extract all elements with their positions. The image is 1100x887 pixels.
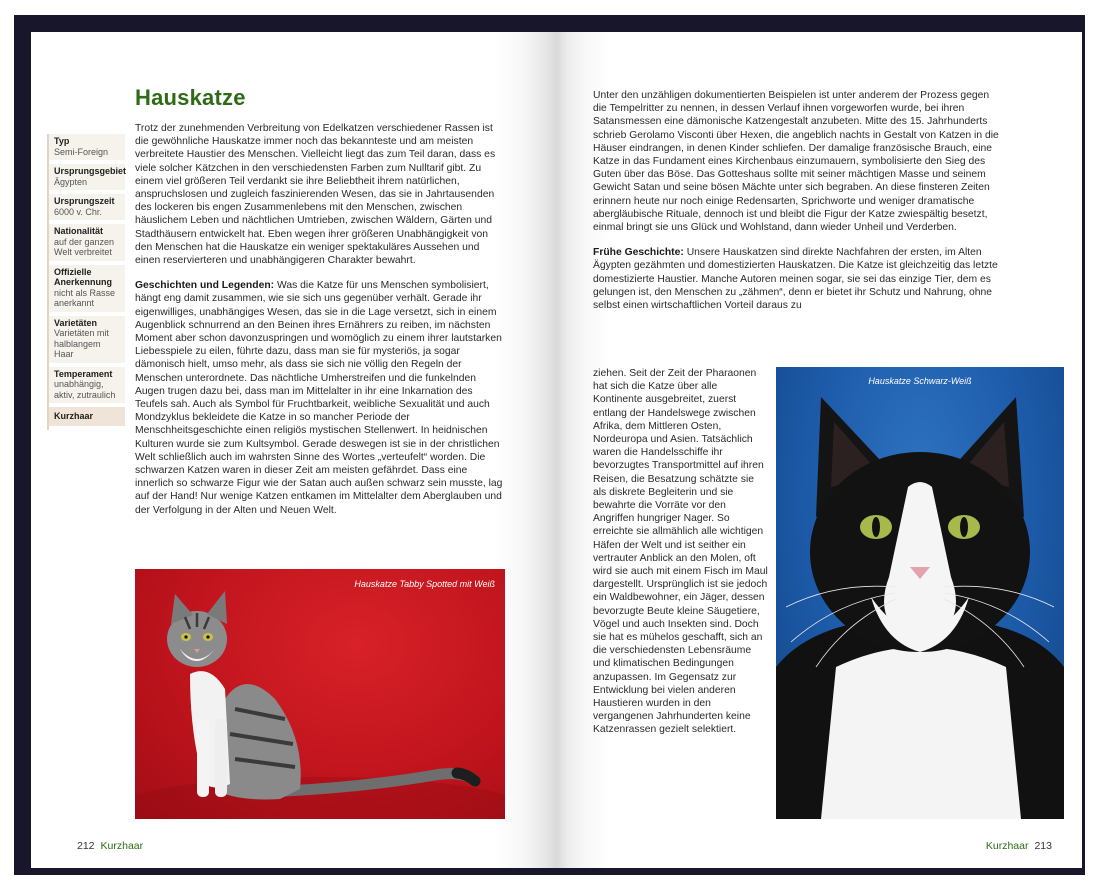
fact-label: Nationalität <box>54 226 104 236</box>
early-history-text: Unsere Hauskatzen sind direkte Nachfahren der ersten, im Alten Ägypten gezähmten und domestizierten Hauskatzen. Die Katze ist gleichzeitig das letzte domestizierte Haustier. Manche Autoren meinen sogar, sie sei das einzige Tier, dem es gelungen ist, den Menschen zu „zähmen“, denn er bietet ihr Schutz und Nahrung, ohne selbst einen wirtschaftlichen Vorteil daraus zu <box>593 247 998 312</box>
fact-value: 6000 v. Chr. <box>54 206 102 217</box>
left-body-column <box>135 122 505 517</box>
early-history-continued: ziehen. Seit der Zeit der Pharaonen hat sich die Katze über alle Kontinente ausgebreitet, zuerst entlang der Handelswege zwischen Afrika, dem Mittleren Osten, Nordeuropa und Asien. Tatsächlich waren die Handelsschiffe ihr bevorzugtes Transportmittel auf ihren Reisen, die Besatzung schätzte sie als diskrete Begleiterin und sie bewahrte die Vorräte vor den Angriffen hungriger Nager. So erreichte sie allmählich alle wichtigen Häfen der Welt und ist seither ein vertrauter Anblick an den Molen, oft wird sie auch mit einem Fisch im Maul dargestellt. Ursprünglich ist sie jedoch ein Waldbewohner, ein Jäger, dessen bevorzugte Beute kleine Säugetiere, Vögel und auch Insekten sind. Doch sie hat es mühelos geschafft, sich an die verschiedensten Lebensräume und klimatischen Bedingungen anzupassen. Im Gegensatz zur Entwicklung bei vielen anderen Haustieren wurden in den vergangenen Jahrhunderten keine Katzenrassen gezielt selektiert. <box>593 368 768 736</box>
fact-value: nicht als Rasse anerkannt <box>54 287 116 308</box>
page-footer-right <box>986 840 1052 852</box>
fact-origin-region <box>49 164 125 190</box>
fact-recognition <box>49 265 125 312</box>
fact-category <box>49 407 125 426</box>
fact-label: Offizielle Anerkennung <box>54 266 113 287</box>
page-title: Hauskatze <box>135 85 246 110</box>
fact-value: Varietäten mit halblangem Haar <box>54 328 109 359</box>
section-name: Kurzhaar <box>100 840 144 852</box>
photo-black-white-cat <box>776 367 1064 819</box>
right-page <box>557 32 1082 868</box>
fact-value: unabhängig, aktiv, zutraulich <box>54 379 116 400</box>
fact-label: Ursprungszeit <box>54 196 115 206</box>
early-history-heading: Frühe Geschichte: <box>593 247 684 259</box>
page-number: 213 <box>1034 840 1052 852</box>
right-body-column <box>593 89 1003 312</box>
fact-value: Ägypten <box>54 176 88 187</box>
history-paragraph: Unter den unzähligen dokumentierten Beispielen ist unter anderem der Prozess gegen die Tempelritter zu nennen, in dessen Verlauf ihnen vorgeworfen wurde, bei ihren Satansmessen eine dämonische Katzengestalt anzubeten. Mitte des 15. Jahrhunderts schrieb Gerolamo Visconti über Hexen, die angeblich nachts in Gestalt von Katzen in die Häuser eindrangen, in denen Kinder schliefen. Der damalige französische Brauch, eine Katze in das Fundament eines Kirchenbaus einzumauern, symbolisierte den Sieg des Guten über das Böse. Das Gotteshaus sollte mit seiner mächtigen Masse und seinem Gewicht Satan und seine bösen Mächte unter sich begraben. An diese finsteren Zeiten erinnern heute nur noch einige Redensarten, Sprichworte und weniger dramatische abergläubische Rituale, dennoch ist und bleibt die Figur der Katze zwiespältig besetzt, einmal bringt sie uns Glück und Wohlstand, dann wieder Unheil und Verderben. <box>593 90 999 234</box>
legends-text: Was die Katze für uns Menschen symbolisiert, hängt eng damit zusammen, wie sie sich uns gegenüber verhält. Gerade ihr eigenwilliges, unabhängiges Wesen, das sie in die Lage versetzt, sich in einem Augenblick schnurrend an den Beinen ihres Ernährers zu reiben, im nächsten Moment aber schon davonzuspringen und womöglich zu einem ihrer lautstarken Liebesspiele zu eilen, führte dazu, dass man sie für mysteriös, ja sogar dämonisch hielt, umso mehr, als dass sie sich nie völlig den Regeln der Menschen unterordnete. Das nächtliche Umherstreifen und die funkelnden Augen trugen dazu bei, dass man im Mittelalter in ihr eine Inkarnation des Teufels sah. Auch als Symbol für Fruchtbarkeit, weibliche Sexualität und auch Mondzyklus bekleidete die Katze in so mancher Periode der Menschheitsgeschichte einen religiös mystischen Stellenwert. In heidnischen Kulturen wurde sie zum Kultsymbol. Gerade deswegen ist sie in der christlichen Welt schließlich auch im wahrsten Sinne des Wortes „verteufelt“ worden. Die schwarzen Katzen waren in dieser Zeit am meisten gefährdet. Dass eine innerlich so schwarze Figur wie der Satan auch außen schwarz sein musste, lag auf der Hand! Nur wenige Katzen entkamen im Mittelalter dem Aberglauben und der Verfolgung in der Alten und Neuen Welt. <box>135 280 503 516</box>
photo-tabby-cat <box>135 569 505 819</box>
fact-value: Semi-Foreign <box>54 146 109 157</box>
black-white-cat-illustration <box>776 367 1064 819</box>
fact-varieties <box>49 316 125 363</box>
tabby-cat-illustration <box>135 569 505 819</box>
fact-label: Kurzhaar <box>54 411 94 421</box>
page-footer-left <box>77 840 143 852</box>
fact-type <box>49 134 125 160</box>
fact-value: auf der ganzen Welt verbreitet <box>54 236 115 257</box>
photo-caption: Hauskatze Tabby Spotted mit Weiß <box>354 579 495 589</box>
section-name: Kurzhaar <box>985 840 1029 852</box>
legends-heading: Geschichten und Legenden: <box>135 280 275 292</box>
fact-label: Typ <box>54 136 70 146</box>
page-number: 212 <box>77 840 95 852</box>
fact-label: Ursprungsgebiet <box>54 166 127 176</box>
fact-origin-time <box>49 194 125 220</box>
left-page <box>31 32 557 868</box>
fact-label: Varietäten <box>54 317 98 328</box>
fact-temperament <box>49 367 125 404</box>
early-history-paragraph <box>593 246 1003 312</box>
breed-facts-sidebar <box>47 134 125 430</box>
photo-caption: Hauskatze Schwarz-Weiß <box>868 376 972 386</box>
intro-paragraph: Trotz der zunehmenden Verbreitung von Edelkatzen verschiedener Rassen ist die gewöhnliche Hauskatze immer noch das bekannteste und am meisten verbreitete Haustier des Menschen. Vielleicht liegt das zum Teil daran, dass es viele solcher Kätzchen in den verschiedensten Farben zum Nulltarif gibt. Zu einem viel größeren Teil verdankt sie ihre Beliebtheit ihrem natürlichen, anspruchslosen und zugleich faszinierenden Wesen, das sie in Jahrtausenden des lockeren bis engen Zusammenlebens mit den Menschen, zwischen häuslichem Leben und nächtlichen Umtrieben, zwischen Wäldern, Gärten und Stadthäusern entwickelt hat. Eben wegen ihrer größeren Unabhängigkeit von den Menschen hat die Hauskatze ein weniger spektakuläres Aussehen und einen reservierteren und unabhängigeren Charakter bewahrt. <box>135 123 496 267</box>
right-narrow-column <box>593 367 768 737</box>
book-spread <box>31 32 1082 868</box>
fact-nationality <box>49 224 125 261</box>
legends-paragraph <box>135 279 505 517</box>
fact-label: Temperament <box>54 368 113 379</box>
book-frame <box>14 15 1085 875</box>
